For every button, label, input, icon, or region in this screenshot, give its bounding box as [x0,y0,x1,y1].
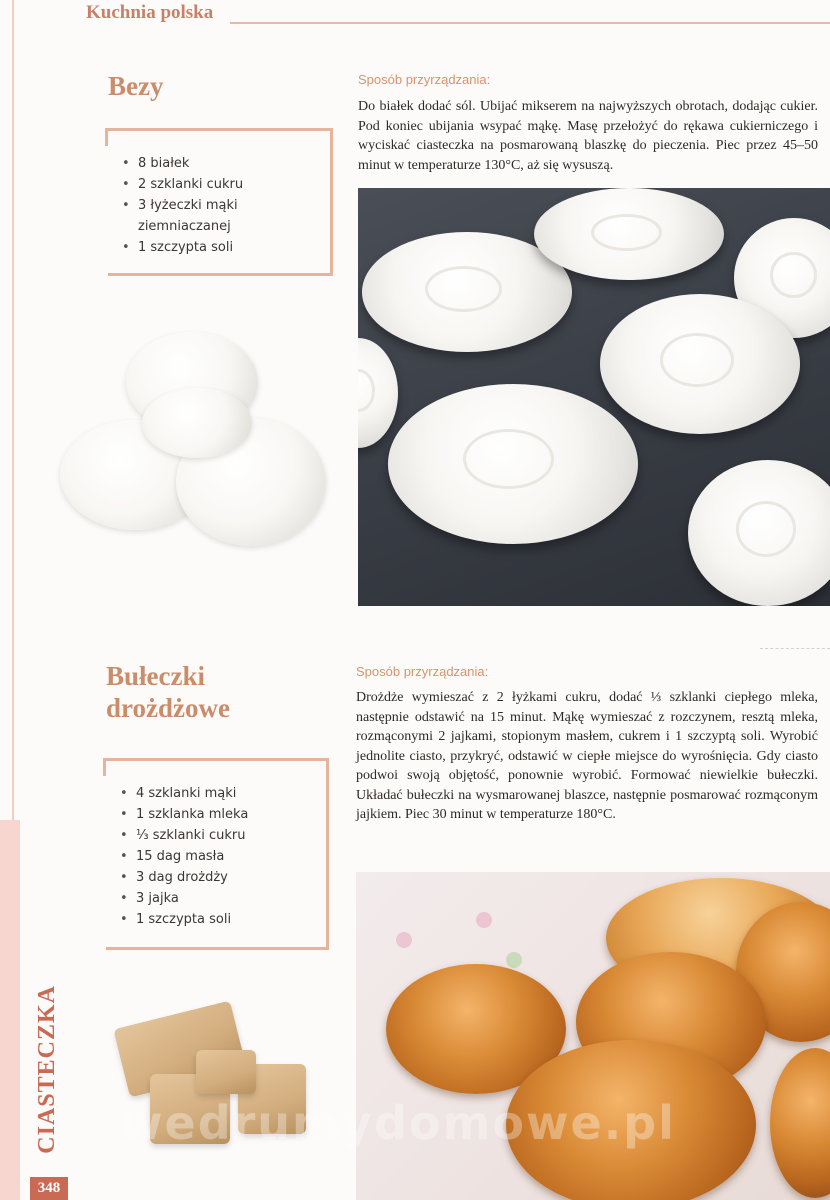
header-rule [230,22,830,24]
ingredient-item: • 2 szklanki cukru [122,174,312,195]
ingredients-list-buleczki [120,783,310,930]
section-divider [760,648,830,650]
ingredient-item: • 8 białek [122,153,312,174]
ingredient-item: • 3 łyżeczki mąki ziemniaczanej [122,195,258,237]
method-text-buleczki: Drożdże wymieszać z 2 łyżkami cukru, dodać ⅓ szklanki ciepłego mleka, następnie odstawić na 15 minut. Mąkę wymieszać z rozczynem, resztą mleka, rozmąconymi 2 jajkami, stopionym masłem, cukrem i 1 szczyptą soli. Wyrobić jednolite ciasto, przykryć, odstawić w ciepłe miejsce do wyrośnięcia. Gdy ciasto podwoi swoją objętość, ponownie wyrobić. Formować niewielkie bułeczki. Układać bułeczki na wysmarowanej blaszce, następnie posmarować rozmąconym jajkiem. Piec 30 minut w temperaturze 180°C. [356,690,818,822]
ingredient-item: • 1 szczypta soli [122,237,312,258]
meringue-tray-photo [358,188,830,606]
ingredients-box-buleczki [106,758,329,950]
ingredient-item: • 1 szklanka mleka [120,804,310,825]
ingredient-item: • 15 dag masła [120,846,310,867]
ingredient-item: • 3 jajka [120,888,310,909]
ingredient-item: • 1 szczypta soli [120,909,310,930]
ingredients-box-bezy [108,128,333,276]
recipe-title-buleczki [106,660,230,724]
ingredient-item: • ⅓ szklanki cukru [120,825,310,846]
method-label-buleczki: Sposób przyrządzania: [356,664,489,679]
section-side-tab [0,820,20,1200]
buns-photo [356,872,830,1200]
watermark-text: wedrumydomowe.pl [120,1096,676,1150]
method-text-bezy: Do białek dodać sól. Ubijać mikserem na najwyższych obrotach, dodając cukier. Pod koniec ubijania wsypać mąkę. Masę przełożyć do rękawa cukierniczego i wyciskać ciasteczka na posmarowaną blaszkę do pieczenia. Piec przez 45–50 minut w temperaturze 130°C, aż się wysuszą. [358,99,818,173]
section-side-label-text: CIASTECZKA [34,985,60,1154]
method-label-bezy: Sposób przyrządzania: [358,72,491,87]
running-header-title: Kuchnia polska [86,2,214,23]
recipe-title-line: drożdżowe [106,693,230,723]
ingredient-item: • 4 szklanki mąki [120,783,310,804]
recipe-title-bezy: Bezy [108,71,164,101]
section-side-label [34,985,58,1175]
ingredient-item: • 3 dag drożdży [120,867,310,888]
recipe-title-line: Bułeczki [106,661,205,691]
meringue-pile-image [56,328,336,558]
page-number: 348 [30,1177,68,1200]
ingredients-list-bezy [122,153,312,258]
